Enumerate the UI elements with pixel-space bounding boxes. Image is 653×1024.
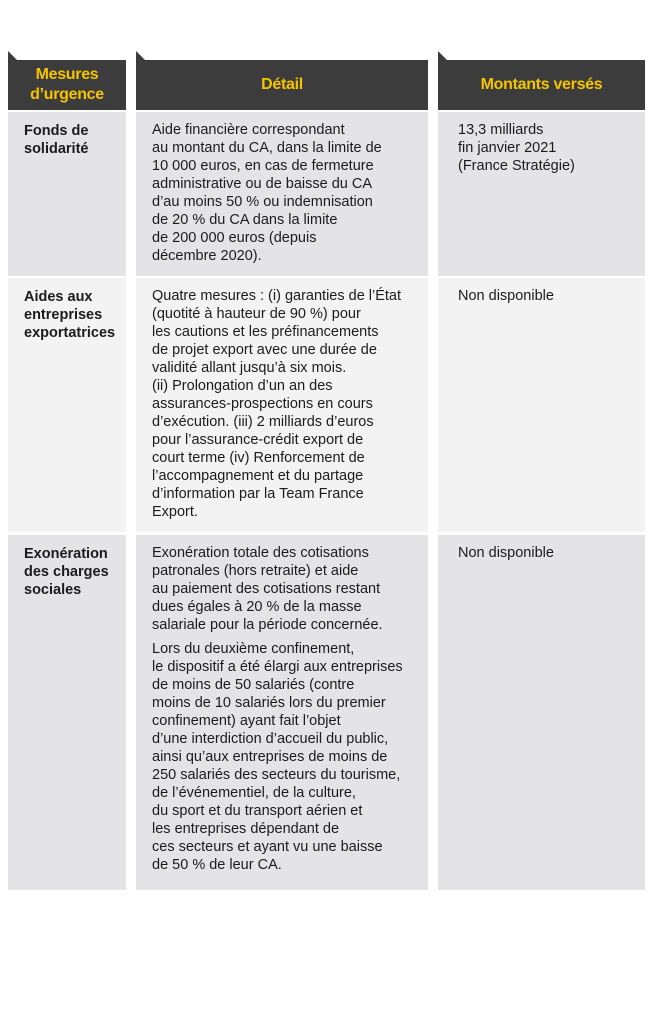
header-detail: Détail <box>136 60 428 110</box>
header-tab-decoration <box>438 51 447 60</box>
detail-paragraph: Quatre mesures : (i) garanties de l’État (quotité à hauteur de 90 %) pour les cautions et les préfinancements de projet export avec une durée de validité allant jusqu’à six mois. (ii) Prolongation d’un an des assurances-prospections en cours d’exécution. (iii) 2 milliards d’euros pour l’assurance-crédit export de court terme (iv) Renforcement de l’accompagnement et du partage d’information par la Team France Export. <box>152 288 402 520</box>
row-detail-exoneration <box>136 535 428 890</box>
header-tab-decoration <box>136 51 145 60</box>
header-measures: Mesures d’urgence <box>8 60 126 110</box>
amount-text: Non disponible <box>458 545 554 561</box>
detail-paragraph: Lors du deuxième confinement, le dispositif a été élargi aux entreprises de moins de 50 salariés (contre moins de 10 salariés lors du premier confinement) ayant fait l’objet d’une interdiction d’accueil du public, ainsi qu’aux entreprises de moins de 250 salariés des secteurs du tourisme, de l’événementiel, de la culture, du sport et du transport aérien et les entreprises dépendant de ces secteurs et ayant vu une baisse de 50 % de leur CA. <box>152 641 403 873</box>
row-label-fonds-solidarite <box>8 112 126 276</box>
header-amounts: Montants versés <box>438 60 645 110</box>
row-label-text: Exonération des charges sociales <box>24 546 109 598</box>
row-label-text: Fonds de solidarité <box>24 123 89 157</box>
row-detail-fonds-solidarite <box>136 112 428 276</box>
detail-paragraph: Exonération totale des cotisations patronales (hors retraite) et aide au paiement des cotisations restant dues égales à 20 % de la masse salariale pour la période concernée. <box>152 545 383 633</box>
row-label-text: Aides aux entreprises exportatrices <box>24 289 116 341</box>
row-amount-exoneration <box>438 535 645 890</box>
amount-text: Non disponible <box>458 288 554 304</box>
header-tab-decoration <box>8 51 17 60</box>
row-detail-aides-export <box>136 278 428 532</box>
row-label-exoneration <box>8 535 126 890</box>
row-label-aides-export <box>8 278 126 532</box>
row-amount-fonds-solidarite <box>438 112 645 276</box>
amount-text: 13,3 milliards fin janvier 2021 (France Stratégie) <box>458 122 575 174</box>
row-amount-aides-export <box>438 278 645 532</box>
detail-paragraph: Aide financière correspondant au montant du CA, dans la limite de 10 000 euros, en cas de fermeture administrative ou de baisse du CA d’au moins 50 % ou indemnisation de 20 % du CA dans la limite de 200 000 euros (depuis décembre 2020). <box>152 122 382 264</box>
